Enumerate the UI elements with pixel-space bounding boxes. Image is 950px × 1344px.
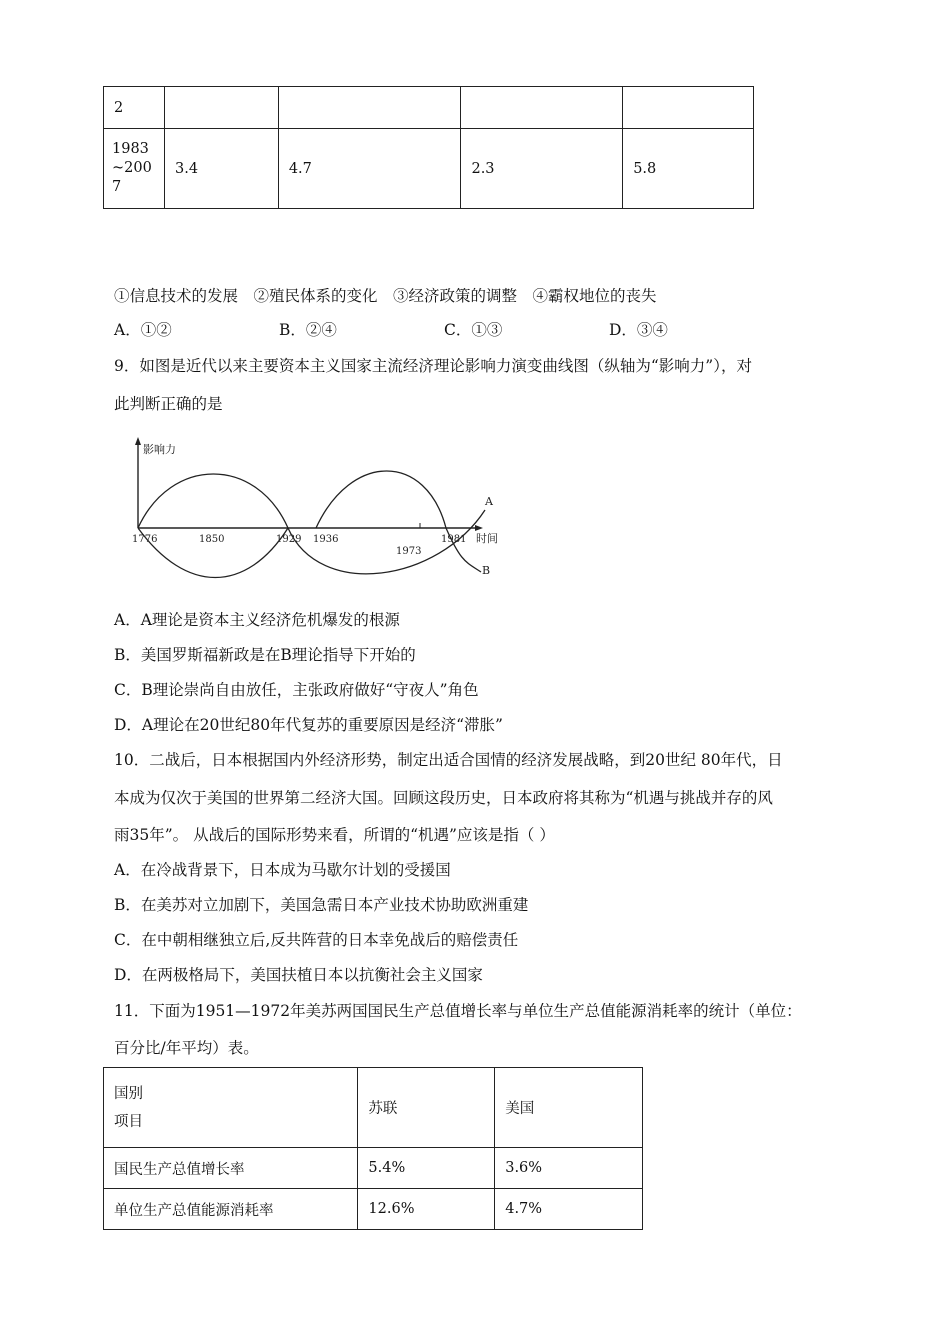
q8-option-d: D．③④ <box>609 321 668 339</box>
table-row <box>104 87 754 129</box>
q10-stem-line-1: 10．二战后，日本根据国内外经济形势，制定出适合国情的经济发展战略，到20世纪 80年代，日 <box>114 751 783 769</box>
q10-option-c: C．在中朝相继独立后,反共阵营的日本幸免战后的赔偿责任 <box>114 931 519 949</box>
table-cell <box>623 87 754 129</box>
x-axis-arrow-icon <box>475 525 483 531</box>
x-tick-label: 1981 <box>441 534 467 545</box>
corner-top-label: 国别 <box>114 1085 143 1102</box>
q10-option-d: D．在两极格局下，美国扶植日本以抗衡社会主义国家 <box>114 966 483 984</box>
q9-option-c: C．B理论崇尚自由放任，主张政府做好“守夜人”角色 <box>114 681 479 699</box>
q10-stem-line-2: 本成为仅次于美国的世界第二经济大国。回顾这段历史，日本政府将其称为“机遇与挑战并存的风 <box>114 789 773 807</box>
y-axis-arrow-icon <box>135 437 141 445</box>
influence-chart <box>126 432 506 580</box>
x-tick-label: 1936 <box>313 534 339 545</box>
column-header-usa: 美国 <box>495 1068 643 1148</box>
table-row <box>104 129 754 209</box>
table-cell: 1983 ~200 7 <box>104 129 165 209</box>
q9-option-d: D．A理论在20世纪80年代复苏的重要原因是经济“滞胀” <box>114 716 503 734</box>
table-cell: 3.4 <box>164 129 278 209</box>
x-tick-label: 1776 <box>132 534 158 545</box>
table-row <box>104 1068 643 1148</box>
table-cell: 5.8 <box>623 129 754 209</box>
q11-stem-line-1: 11．下面为1951—1972年美苏两国国民生产总值增长率与单位生产总值能源消耗率的统计（单位： <box>114 1002 802 1020</box>
table-cell: 2.3 <box>461 129 623 209</box>
table-cell <box>278 87 461 129</box>
q9-stem-line-1: 9．如图是近代以来主要资本主义国家主流经济理论影响力演变曲线图（纵轴为“影响力”），对 <box>114 357 752 375</box>
q11-stem-line-2: 百分比/年平均）表。 <box>114 1039 259 1057</box>
table-cell: 12.6% <box>358 1189 495 1230</box>
table-row <box>104 1189 643 1230</box>
row-label: 单位生产总值能源消耗率 <box>104 1189 358 1230</box>
table-row <box>104 1148 643 1189</box>
table-cell: 3.6% <box>495 1148 643 1189</box>
q10-stem-line-3: 雨35年”。 从战后的国际形势来看，所谓的“机遇”应该是指（ ） <box>114 826 555 844</box>
table-cell <box>461 87 623 129</box>
table-cell: 4.7% <box>495 1189 643 1230</box>
q10-option-b: B．在美苏对立加剧下，美国急需日本产业技术协助欧洲重建 <box>114 896 529 914</box>
series-line-a <box>138 474 485 574</box>
x-tick-label: 1929 <box>276 534 302 545</box>
series-label-a: A <box>485 495 493 508</box>
q8-option-c: C．①③ <box>444 321 503 339</box>
q8-option-b: B．②④ <box>279 321 337 339</box>
q11-table <box>103 1067 643 1230</box>
column-header-ussr: 苏联 <box>358 1068 495 1148</box>
q8-statements: ①信息技术的发展 ②殖民体系的变化 ③经济政策的调整 ④霸权地位的丧失 <box>114 287 657 305</box>
q10-option-a: A．在冷战背景下，日本成为马歇尔计划的受援国 <box>114 861 451 879</box>
table-cell: 5.4% <box>358 1148 495 1189</box>
table-cell: 2 <box>104 87 165 129</box>
x-axis-label: 时间 <box>476 532 498 545</box>
annotation-1973: 1973 <box>396 546 422 557</box>
top-table <box>103 86 754 209</box>
corner-bottom-label: 项目 <box>114 1113 143 1130</box>
table-cell <box>164 87 278 129</box>
q9-stem-line-2: 此判断正确的是 <box>114 395 223 413</box>
q9-option-a: A．A理论是资本主义经济危机爆发的根源 <box>114 611 400 629</box>
x-tick-label: 1850 <box>199 534 225 545</box>
q9-option-b: B．美国罗斯福新政是在B理论指导下开始的 <box>114 646 416 664</box>
table-cell: 4.7 <box>278 129 461 209</box>
table-corner-cell <box>104 1068 358 1148</box>
y-axis-label: 影响力 <box>143 443 176 456</box>
series-label-b: B <box>482 564 491 577</box>
row-label: 国民生产总值增长率 <box>104 1148 358 1189</box>
q8-option-a: A．①② <box>114 321 172 339</box>
